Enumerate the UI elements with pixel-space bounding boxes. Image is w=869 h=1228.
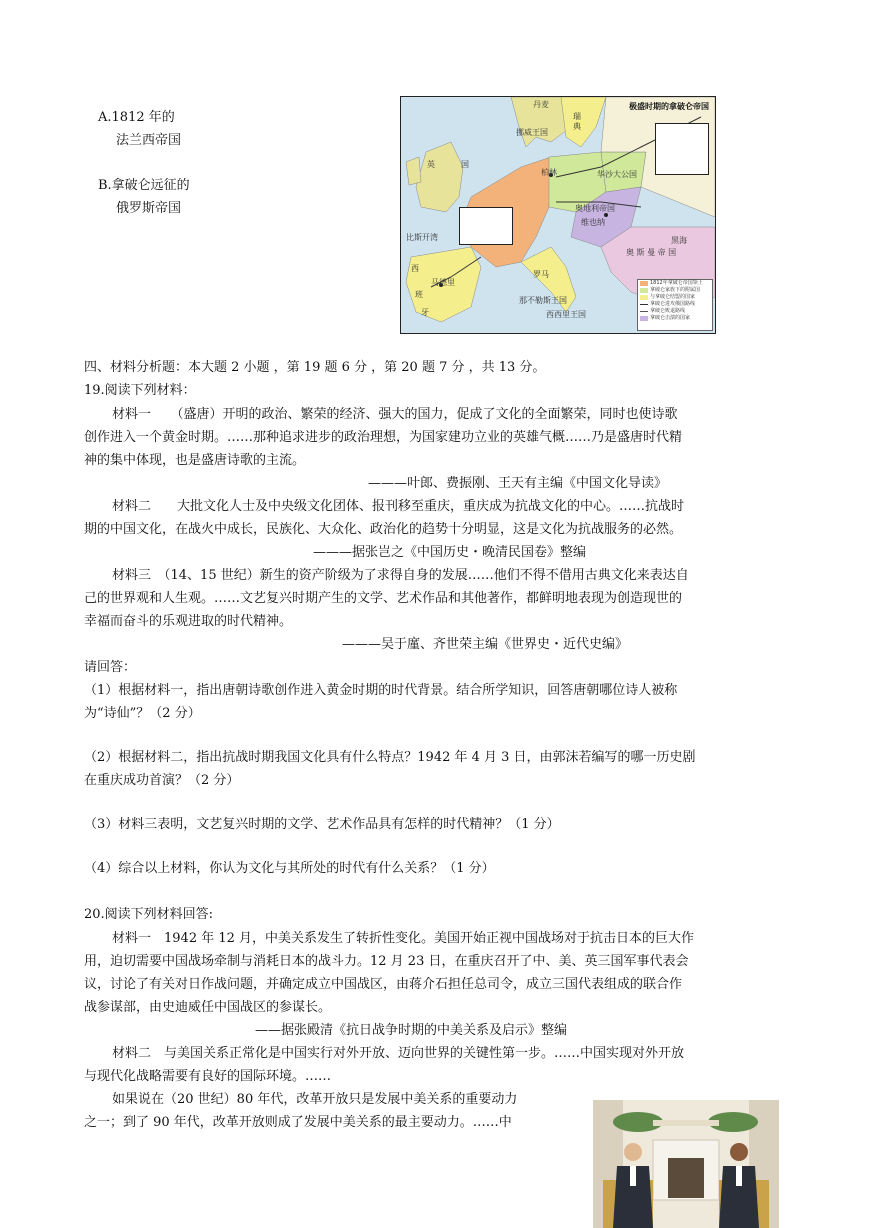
map-legend	[637, 279, 713, 331]
option-b-line1: B.拿破仑远征的	[98, 178, 190, 193]
q20-material1-line3: 议，讨论了有关对日作战问题，并确定成立中国战区，由蒋介石担任总司令，成立三国代表组成的联合作	[84, 977, 683, 992]
leaders-meeting-photo	[593, 1100, 779, 1228]
label-warsaw: 华沙大公国	[597, 170, 637, 179]
q19-part2-line2: 在重庆成功首演？（2 分）	[84, 773, 240, 788]
napoleon-empire-map	[400, 96, 716, 334]
label-norway: 挪威王国	[516, 128, 548, 137]
q20-material1-line1: 材料一 1942 年 12 月，中美关系发生了转折性变化。美国开始正视中国战场对于抗击日本的巨大作	[112, 931, 695, 946]
q19-material3-line3: 幸福而奋斗的乐观进取的时代精神。	[84, 614, 293, 629]
q20-material2-line1: 材料二 与美国关系正常化是中国实行对外开放、迈向世界的关键性第一步。……中国实现对外开放	[112, 1046, 685, 1061]
q20-material2-line3: 如果说在（20 世纪）80 年代，改革开放只是发展中美关系的重要动力	[112, 1092, 518, 1107]
q20-material2-line2: 与现代化战略需要有良好的国际环境。……	[84, 1069, 332, 1084]
option-a-line1: A.1812 年的	[98, 110, 175, 125]
legend-swatch-2	[640, 288, 648, 293]
label-britain-2: 国	[461, 160, 469, 169]
q20-material1-line2: 用，迫切需要中国战场牵制与消耗日本的战斗力。12 月 23 日，在重庆召开了中、美、英三国军事代表会	[84, 954, 689, 969]
legend-swatch-3	[640, 295, 648, 300]
q19-part1-line2: 为“诗仙”？（2 分）	[84, 706, 201, 721]
label-sicily: 西西里王国	[546, 310, 586, 319]
q20-material1-line4: 战参谋部，由史迪威任中国战区的参谋长。	[84, 1000, 332, 1015]
q19-material1-line3: 神的集中体现，也是盛唐诗歌的主流。	[84, 453, 306, 468]
label-denmark: 丹麦	[533, 100, 549, 109]
label-madrid: 马德里	[431, 278, 455, 287]
label-naples: 那不勒斯王国	[519, 296, 567, 305]
q20-material1-source: ——据张殿清《抗日战争时期的中美关系及启示》整编	[255, 1023, 568, 1038]
legend-item-6: 拿破仑击溃的国家	[650, 315, 691, 321]
q19-material3-line1: 材料三 （14、15 世纪）新生的资产阶级为了求得自身的发展……他们不得不借用古典文化来表达自	[112, 568, 689, 583]
label-spain-1: 西	[411, 264, 419, 273]
label-spain-3: 牙	[421, 308, 429, 317]
q19-material3-source: ———吴于廑、齐世荣主编《世界史・近代史编》	[342, 637, 629, 652]
option-b-line2: 俄罗斯帝国	[116, 201, 182, 216]
section-four-heading: 四、材料分析题：本大题 2 小题 ，第 19 题 6 分 ，第 20 题 7 分 ，共 13 分。	[84, 360, 546, 375]
legend-item-4: 拿破仑进攻俄国路线	[650, 301, 696, 307]
label-austria: 奥地利帝国	[575, 204, 615, 213]
label-sweden-2: 典	[573, 122, 581, 131]
q19-material1-source: ———叶郎、费振刚、王天有主编《中国文化导读》	[368, 476, 668, 491]
label-blacksea: 黑海	[671, 236, 687, 245]
legend-item-1: 1812年拿破仑帝国领土	[650, 280, 703, 286]
legend-item-3: 与拿破仑结盟的国家	[650, 294, 696, 300]
label-atlantic: 比斯开湾	[406, 233, 438, 242]
label-rome: 罗马	[533, 270, 549, 279]
q19-part1-line1: （1）根据材料一，指出唐朝诗歌创作进入黄金时期的时代背景。结合所学知识，回答唐朝哪位诗人被称	[84, 683, 678, 698]
option-a-line2: 法兰西帝国	[116, 133, 182, 148]
answer-box-right[interactable]	[655, 123, 709, 175]
q19-ask: 请回答：	[84, 660, 137, 675]
q19-material2-source: ———据张岂之《中国历史・晚清民国卷》整编	[313, 545, 587, 560]
legend-swatch-5	[640, 311, 648, 312]
legend-item-2: 拿破仑家族下的附属国	[650, 287, 701, 293]
answer-box-left[interactable]	[459, 207, 513, 245]
q20-title: 20.阅读下列材料回答:	[84, 907, 214, 922]
q19-material3-line2: 己的世界观和人生观。……文艺复兴时期产生的文学、艺术作品和其他著作，都鲜明地表现为创造现世的	[84, 591, 683, 606]
legend-swatch-1	[640, 281, 648, 286]
q20-material2-line4: 之一；到了 90 年代，改革开放则成了发展中美关系的最主要动力。……中	[84, 1115, 512, 1130]
legend-swatch-6	[640, 316, 648, 321]
label-ottoman: 奥 斯 曼 帝 国	[626, 248, 677, 257]
q19-part4: （4）综合以上材料，你认为文化与其所处的时代有什么关系？（1 分）	[84, 861, 495, 876]
label-berlin: 柏林	[541, 168, 557, 177]
q19-material1-line2: 创作进入一个黄金时期。……那种追求进步的政治理想，为国家建功立业的英雄气概……乃是盛唐时代精	[84, 430, 683, 445]
label-sweden: 瑞	[573, 112, 581, 121]
map-title: 极盛时期的拿破仑帝国	[629, 102, 709, 111]
legend-swatch-4	[640, 304, 648, 305]
q19-title: 19.阅读下列材料：	[84, 383, 196, 398]
q19-material1-line1: 材料一 （盛唐）开明的政治、繁荣的经济、强大的国力，促成了文化的全面繁荣，同时也使诗歌	[112, 407, 678, 422]
label-spain-2: 班	[415, 290, 423, 299]
q19-part3: （3）材料三表明，文艺复兴时期的文学、艺术作品具有怎样的时代精神？（1 分）	[84, 817, 560, 832]
q19-material2-line1: 材料二 大批文化人士及中央级文化团体、报刊移至重庆，重庆成为抗战文化的中心。……抗战时	[112, 499, 685, 514]
photo-drawing	[593, 1100, 779, 1228]
label-britain: 英	[427, 160, 435, 169]
q19-part2-line1: （2）根据材料二，指出抗战时期我国文化具有什么特点？1942 年 4 月 3 日，由郭沫若编写的哪一历史剧	[84, 750, 696, 765]
label-vienna: 维也纳	[581, 218, 605, 227]
q19-material2-line2: 期的中国文化，在战火中成长，民族化、大众化、政治化的趋势十分明显，这是文化为抗战服务的必然。	[84, 522, 683, 537]
legend-item-5: 拿破仑败退路线	[650, 308, 686, 314]
